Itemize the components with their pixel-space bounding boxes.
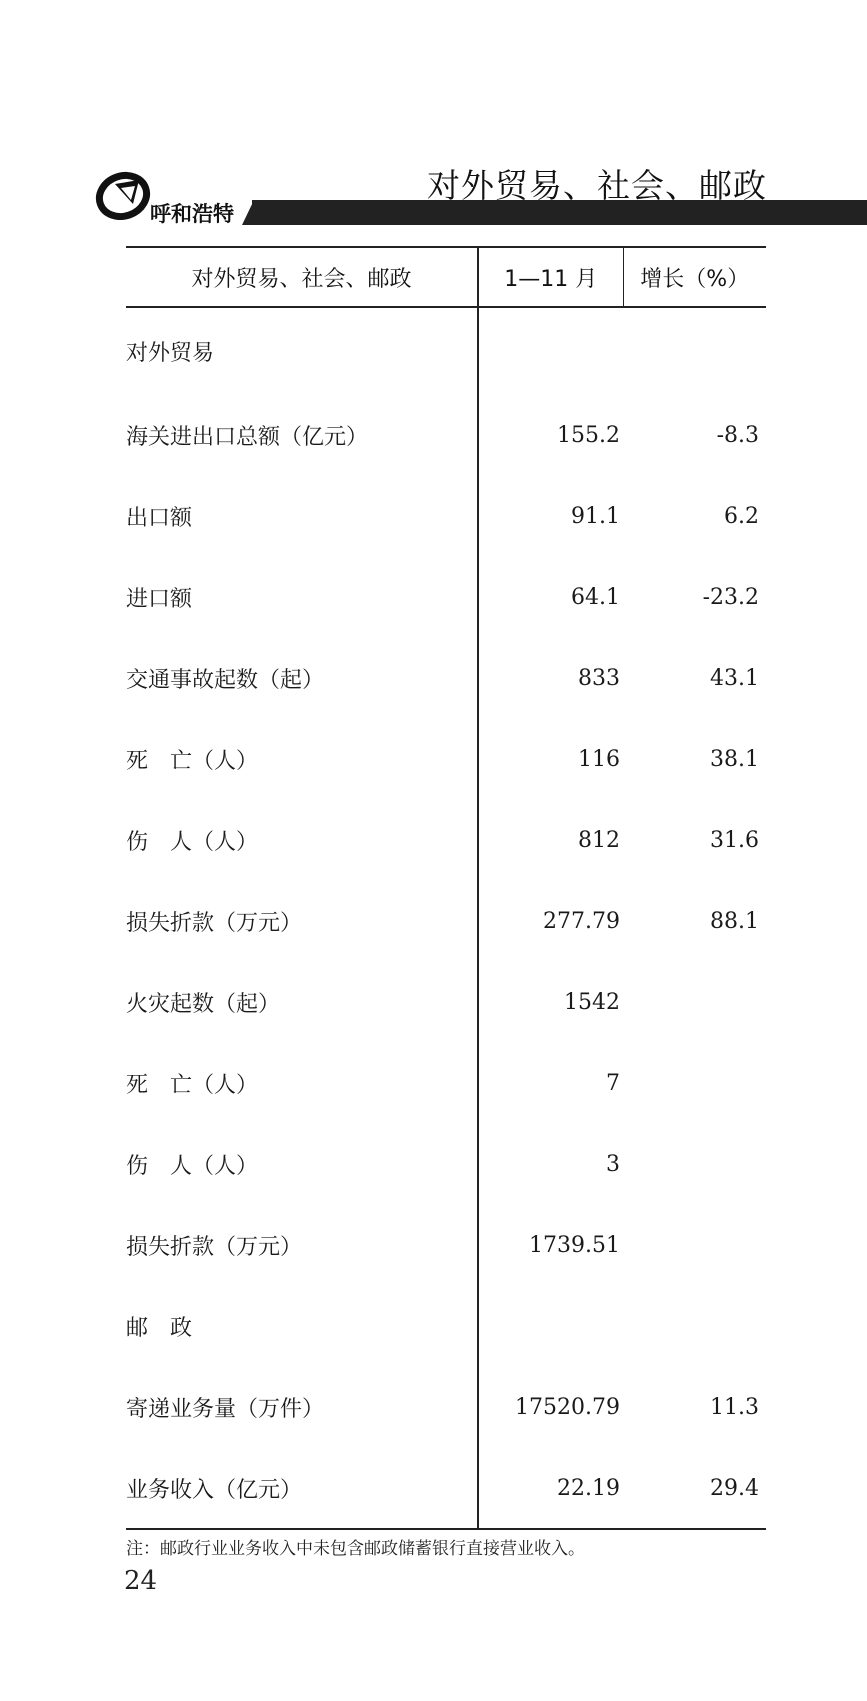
table-row (126, 1286, 766, 1367)
brand-name: 呼和浩特 (150, 202, 234, 226)
row-value-period: 7 (606, 1071, 620, 1096)
row-value-growth: -23.2 (702, 585, 759, 610)
row-label: 对外贸易 (126, 307, 478, 395)
table-row (126, 881, 766, 962)
row-value-period: 1739.51 (529, 1233, 620, 1258)
row-value-period: 1542 (564, 990, 620, 1015)
row-value-period: 91.1 (571, 504, 620, 529)
row-label: 损失折款（万元） (126, 1205, 478, 1286)
row-value-growth (623, 962, 766, 1043)
row-value-period: 833 (578, 666, 620, 691)
row-label: 死 亡（人） (126, 719, 478, 800)
table-row (126, 638, 766, 719)
row-label: 交通事故起数（起） (126, 638, 478, 719)
row-label: 出口额 (126, 476, 478, 557)
table-header-row (126, 247, 766, 307)
table-row (126, 1205, 766, 1286)
table-row (126, 395, 766, 476)
row-label: 伤 人（人） (126, 1124, 478, 1205)
row-label: 海关进出口总额（亿元） (126, 395, 478, 476)
row-value-period: 3 (606, 1152, 620, 1177)
table-row (126, 307, 766, 395)
row-value-period: 812 (578, 828, 620, 853)
row-label: 死 亡（人） (126, 1043, 478, 1124)
table-row (126, 1043, 766, 1124)
footnote: 注：邮政行业业务收入中未包含邮政储蓄银行直接营业收入。 (126, 1539, 585, 1559)
column-header-period: 1—11 月 (478, 247, 623, 307)
city-logo (95, 168, 155, 220)
column-header-indicator: 对外贸易、社会、邮政 (126, 247, 478, 307)
row-value-growth: 43.1 (710, 666, 759, 691)
table-row (126, 962, 766, 1043)
row-value-growth (623, 1286, 766, 1367)
column-header-growth: 增长（%） (623, 247, 766, 307)
table-row (126, 1124, 766, 1205)
row-value-period: 22.19 (478, 1448, 623, 1529)
row-value-growth: 38.1 (710, 747, 759, 772)
row-label: 寄递业务量（万件） (126, 1367, 478, 1448)
table-row (126, 476, 766, 557)
row-label: 伤 人（人） (126, 800, 478, 881)
row-value-growth: 11.3 (710, 1395, 759, 1420)
row-label: 邮 政 (126, 1286, 478, 1367)
row-label: 火灾起数（起） (126, 962, 478, 1043)
page-number: 24 (124, 1566, 158, 1596)
row-value-growth: 29.4 (623, 1448, 766, 1529)
row-label: 损失折款（万元） (126, 881, 478, 962)
row-value-growth (623, 307, 766, 395)
row-value-growth: 6.2 (724, 504, 759, 529)
row-label: 业务收入（亿元） (126, 1448, 478, 1529)
row-value-growth (623, 1043, 766, 1124)
row-value-growth: 31.6 (710, 828, 759, 853)
row-label: 进口额 (126, 557, 478, 638)
row-value-growth: 88.1 (710, 909, 759, 934)
data-table (126, 246, 766, 1530)
table-row (126, 800, 766, 881)
row-value-period: 116 (578, 747, 620, 772)
row-value-period: 17520.79 (515, 1395, 620, 1420)
row-value-period (478, 1286, 623, 1367)
table-row (126, 557, 766, 638)
row-value-growth: -8.3 (716, 423, 759, 448)
row-value-growth (623, 1205, 766, 1286)
table-row (126, 719, 766, 800)
row-value-growth (623, 1124, 766, 1205)
row-value-period: 277.79 (543, 909, 620, 934)
row-value-period: 64.1 (571, 585, 620, 610)
table-row (126, 1448, 766, 1529)
row-value-period: 155.2 (557, 423, 620, 448)
row-value-period (478, 307, 623, 395)
table-row (126, 1367, 766, 1448)
section-title: 对外贸易、社会、邮政 (427, 166, 767, 205)
